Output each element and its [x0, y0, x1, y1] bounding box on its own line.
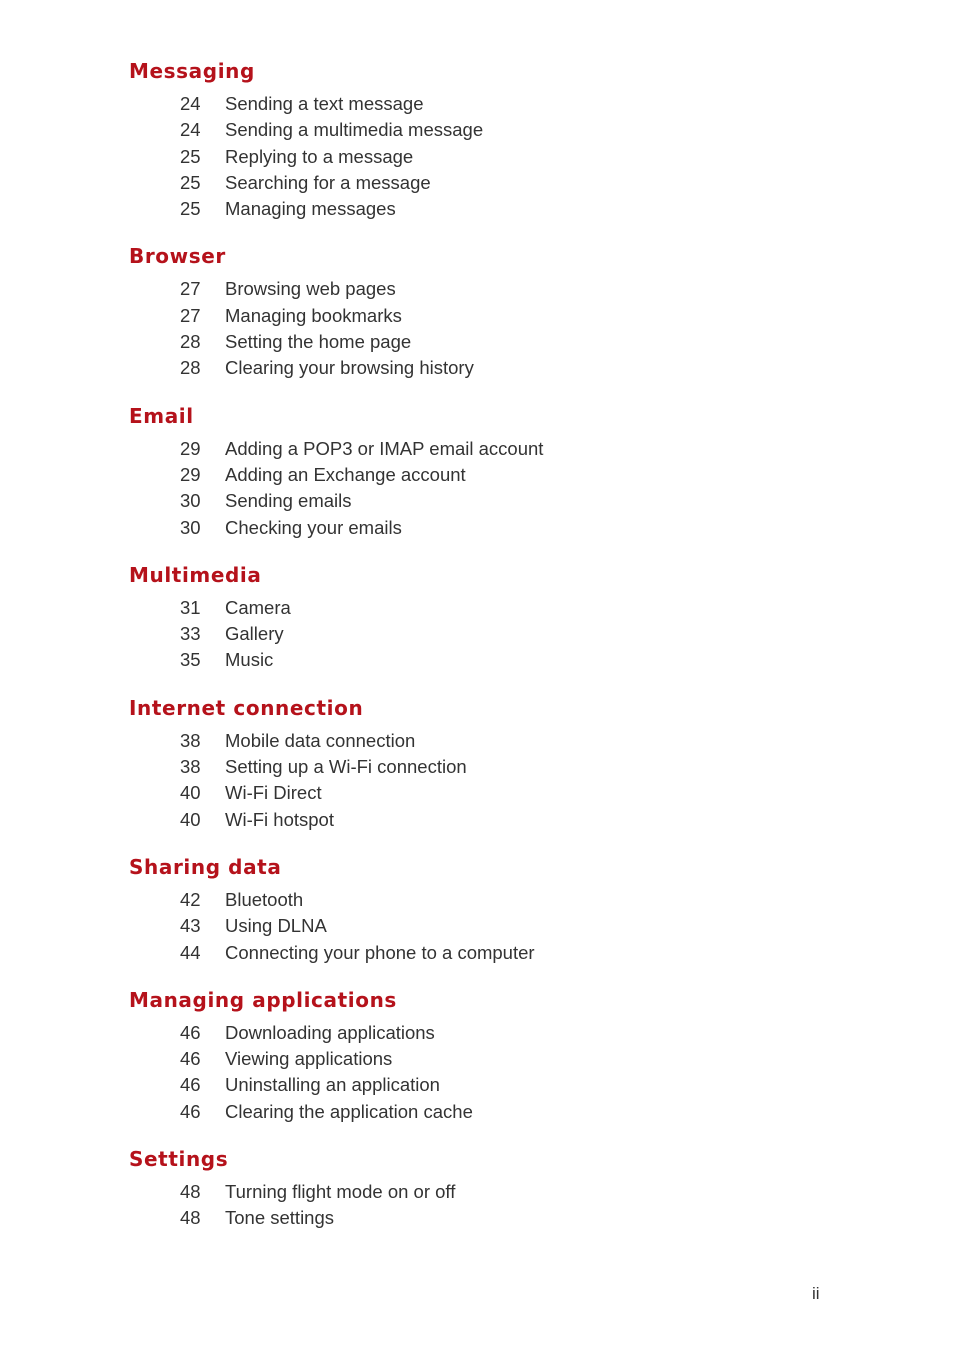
toc-entry-page-number: 28	[180, 357, 201, 379]
section-heading[interactable]: Settings	[129, 1147, 229, 1172]
toc-entry-label: Replying to a message	[225, 145, 414, 167]
toc-entry-label: Viewing applications	[225, 1048, 393, 1070]
toc-entry-page-number: 29	[180, 437, 201, 459]
toc-section	[129, 561, 829, 674]
section-spacer	[129, 833, 829, 853]
toc-entry-page-number: 42	[180, 888, 201, 910]
toc-entry-label: Music	[225, 649, 274, 671]
toc-entry[interactable]	[129, 329, 829, 355]
toc-entry-page-number: 33	[180, 623, 201, 645]
toc-entry[interactable]	[129, 355, 829, 381]
toc-entry-page-number: 25	[180, 198, 201, 220]
section-spacer	[129, 1125, 829, 1145]
toc-entry-label: Sending emails	[225, 490, 352, 512]
toc-entry-label: Adding an Exchange account	[225, 463, 466, 485]
toc-entry-page-number: 46	[180, 1074, 201, 1096]
toc-entry-page-number: 30	[180, 516, 201, 538]
toc-entry[interactable]	[129, 1046, 829, 1072]
toc-entry-page-number: 24	[180, 119, 201, 141]
toc-entry-page-number: 29	[180, 463, 201, 485]
toc-entry-label: Wi-Fi Direct	[225, 782, 322, 804]
toc-entry-page-number: 35	[180, 649, 201, 671]
section-heading[interactable]: Internet connection	[129, 695, 364, 720]
page-number: ii	[812, 1284, 820, 1303]
toc-entry-label: Uninstalling an application	[225, 1074, 440, 1096]
section-spacer	[129, 541, 829, 561]
toc-section	[129, 242, 829, 381]
toc-entry-label: Clearing your browsing history	[225, 357, 474, 379]
toc-entry-label: Sending a text message	[225, 93, 424, 114]
toc-entry[interactable]	[129, 1179, 829, 1205]
toc-entry-page-number: 30	[180, 490, 201, 512]
section-spacer	[129, 674, 829, 694]
toc-entry-label: Using DLNA	[225, 915, 327, 937]
toc-entry[interactable]	[129, 913, 829, 939]
toc-entry-label: Managing messages	[225, 198, 396, 220]
toc-entry-label: Setting the home page	[225, 331, 412, 353]
toc-entry-page-number: 25	[180, 171, 201, 193]
toc-entry-page-number: 48	[180, 1181, 201, 1203]
toc-entry-page-number: 46	[180, 1100, 201, 1122]
toc-entry[interactable]	[129, 462, 829, 488]
toc-entry-page-number: 43	[180, 915, 201, 937]
toc-entry-page-number: 46	[180, 1021, 201, 1043]
toc-entry-page-number: 25	[180, 145, 201, 167]
toc-entry-label: Camera	[225, 596, 291, 618]
toc-entry-label: Downloading applications	[225, 1021, 435, 1043]
toc-entry[interactable]	[129, 144, 829, 170]
toc-entry-label: Clearing the application cache	[225, 1100, 473, 1122]
toc-entry-page-number: 31	[180, 596, 201, 618]
toc-section	[129, 402, 829, 541]
table-of-contents	[129, 57, 829, 1232]
section-spacer	[129, 382, 829, 402]
section-heading[interactable]: Sharing data	[129, 854, 282, 879]
toc-entry-page-number: 27	[180, 278, 201, 300]
toc-entry-label: Connecting your phone to a computer	[225, 941, 535, 963]
toc-entry-page-number: 48	[180, 1207, 201, 1229]
toc-entry[interactable]	[129, 196, 829, 222]
toc-entry-label: Tone settings	[225, 1207, 335, 1229]
toc-section	[129, 694, 829, 833]
toc-entry-label: Browsing web pages	[225, 278, 396, 300]
toc-entry-page-number: 24	[180, 93, 201, 114]
toc-entry[interactable]	[129, 1072, 829, 1098]
section-heading[interactable]: Messaging	[129, 59, 255, 83]
toc-section	[129, 853, 829, 966]
toc-entry-page-number: 38	[180, 756, 201, 778]
toc-entry[interactable]	[129, 728, 829, 754]
toc-entry-page-number: 40	[180, 808, 201, 830]
toc-entry-label: Gallery	[225, 623, 284, 645]
toc-entry-label: Bluetooth	[225, 888, 304, 910]
toc-entry-label: Turning flight mode on or off	[225, 1181, 456, 1203]
toc-entry-label: Adding a POP3 or IMAP email account	[225, 437, 544, 459]
toc-entry[interactable]	[129, 807, 829, 833]
toc-entry[interactable]	[129, 887, 829, 913]
toc-entry[interactable]	[129, 91, 829, 117]
toc-entry-label: Searching for a message	[225, 171, 431, 193]
toc-entry-label: Sending a multimedia message	[225, 119, 484, 141]
toc-entry-label: Wi-Fi hotspot	[225, 808, 334, 830]
section-heading[interactable]: Browser	[129, 244, 226, 269]
toc-entry-page-number: 27	[180, 304, 201, 326]
toc-entry[interactable]	[129, 647, 829, 673]
toc-entry-label: Setting up a Wi-Fi connection	[225, 756, 467, 778]
section-heading[interactable]: Multimedia	[129, 562, 262, 587]
section-spacer	[129, 966, 829, 986]
toc-entry[interactable]	[129, 488, 829, 514]
toc-entry[interactable]	[129, 1020, 829, 1046]
toc-entry[interactable]	[129, 303, 829, 329]
section-heading[interactable]: Managing applications	[129, 987, 397, 1012]
toc-entry[interactable]	[129, 780, 829, 806]
toc-entry-page-number: 40	[180, 782, 201, 804]
toc-entry[interactable]	[129, 940, 829, 966]
toc-entry-page-number: 46	[180, 1048, 201, 1070]
toc-section	[129, 986, 829, 1125]
toc-entry-label: Checking your emails	[225, 516, 402, 538]
toc-entry-page-number: 28	[180, 331, 201, 353]
section-heading[interactable]: Email	[129, 403, 194, 428]
toc-entry[interactable]	[129, 436, 829, 462]
toc-entry[interactable]	[129, 515, 829, 541]
toc-entry-label: Managing bookmarks	[225, 304, 402, 326]
toc-entry[interactable]	[129, 117, 829, 143]
toc-entry[interactable]	[129, 1099, 829, 1125]
toc-entry-label: Mobile data connection	[225, 729, 416, 751]
toc-entry[interactable]	[129, 276, 829, 302]
toc-entry[interactable]	[129, 754, 829, 780]
toc-entry-page-number: 44	[180, 941, 201, 963]
toc-entry[interactable]	[129, 595, 829, 621]
toc-section	[129, 1145, 829, 1232]
toc-entry[interactable]	[129, 170, 829, 196]
toc-entry-page-number: 38	[180, 729, 201, 751]
toc-entry[interactable]	[129, 621, 829, 647]
toc-entry[interactable]	[129, 1205, 829, 1231]
section-spacer	[129, 222, 829, 242]
toc-section	[129, 57, 829, 222]
